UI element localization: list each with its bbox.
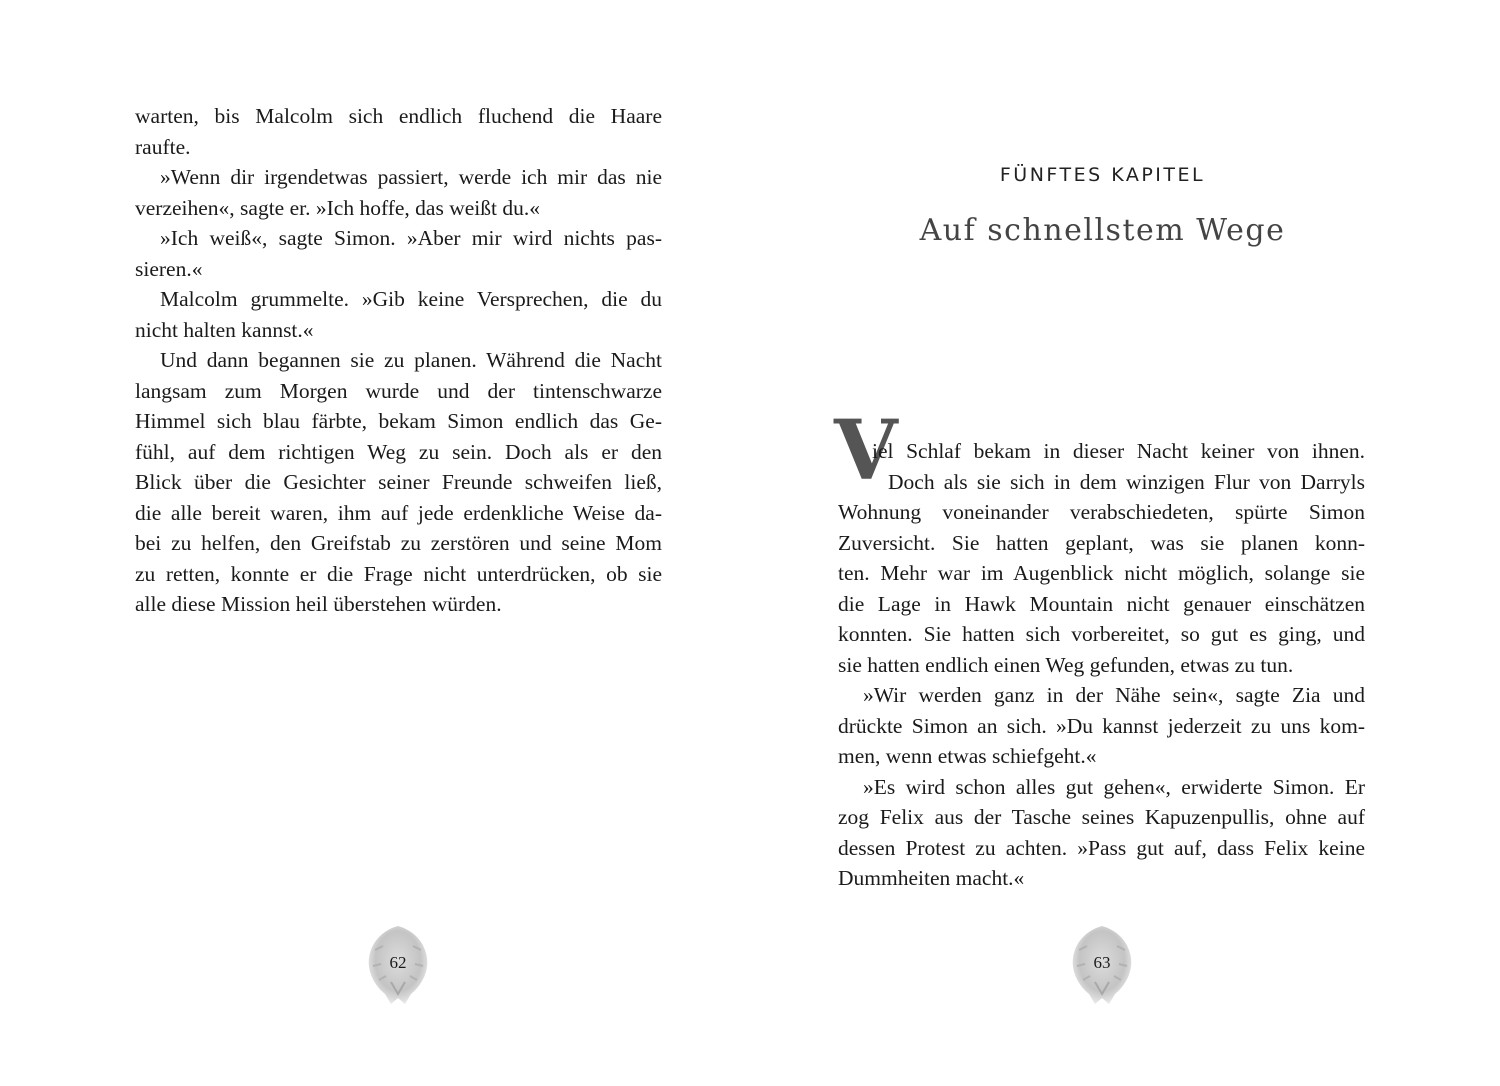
text-line: ten. Mehr war im Augenblick nicht möglich, solange sie (838, 561, 1365, 585)
text-line: sieren.« (135, 256, 203, 281)
page-number: 62 (389, 953, 407, 972)
chapter-label: FÜNFTES KAPITEL (999, 164, 1206, 186)
text-line: bei zu helfen, den Greifstab zu zerstören und seine Mom (135, 531, 662, 555)
text-line: sie hatten endlich einen Weg gefunden, etwas zu tun. (838, 652, 1294, 677)
text-line: konnten. Sie hatten sich vorbereitet, so gut es ging, und (838, 622, 1365, 646)
text-line: alle diese Mission heil überstehen würden. (135, 592, 502, 616)
text-line: verzeihen«, sagte er. »Ich hoffe, das weißt du.« (135, 195, 540, 220)
text-line: Doch als sie sich in dem winzigen Flur von Darryls (888, 469, 1365, 494)
right-page-text (838, 436, 1365, 894)
page-number: 63 (1093, 953, 1111, 972)
text-line: Malcolm grummelte. »Gib keine Versprechen, die du (160, 287, 662, 311)
text-line: men, wenn etwas schiefgeht.« (838, 744, 1097, 768)
text-line: »Wir werden ganz in der Nähe sein«, sagte Zia und (863, 683, 1365, 707)
text-line: »Es wird schon alles gut gehen«, erwiderte Simon. Er (863, 774, 1365, 799)
text-line: Himmel sich blau färbte, bekam Simon endlich das Ge- (135, 409, 662, 433)
text-line: Dummheiten macht.« (838, 866, 1025, 890)
text-line: zu retten, konnte er die Frage nicht unterdrücken, ob sie (135, 561, 662, 586)
text-line: die alle bereit waren, ihm auf jede erdenkliche Weise da- (135, 500, 662, 525)
text-line: dessen Protest zu achten. »Pass gut auf, dass Felix keine (838, 835, 1365, 860)
text-line: zog Felix aus der Tasche seines Kapuzenpullis, ohne auf (838, 805, 1365, 829)
text-line: »Wenn dir irgendetwas passiert, werde ich mir das nie (160, 165, 662, 189)
text-line: Wohnung voneinander verabschiedeten, spürte Simon (838, 500, 1365, 524)
text-line: Blick über die Gesichter seiner Freunde schweifen ließ, (135, 470, 662, 494)
drop-cap: V (834, 403, 898, 499)
chapter-title: Auf schnellstem Wege (919, 213, 1286, 248)
right-page (750, 0, 1500, 1086)
folio-right (1057, 920, 1147, 1010)
text-line: fühl, auf dem richtigen Weg zu sein. Doch als er den (135, 439, 662, 464)
text-line: iel Schlaf bekam in dieser Nacht keiner von ihnen. (872, 439, 1365, 463)
text-line: »Ich weiß«, sagte Simon. »Aber mir wird nichts pas- (160, 226, 662, 250)
text-line: warten, bis Malcolm sich endlich fluchend die Haare (135, 104, 662, 128)
text-line: langsam zum Morgen wurde und der tintenschwarze (135, 378, 662, 403)
text-line: die Lage in Hawk Mountain nicht genauer einschätzen (838, 591, 1365, 616)
folio-left (353, 920, 443, 1010)
text-line: nicht halten kannst.« (135, 317, 314, 342)
left-page-text (135, 101, 662, 620)
text-line: raufte. (135, 134, 191, 159)
text-line: Und dann begannen sie zu planen. Während die Nacht (160, 348, 662, 372)
text-line: drückte Simon an sich. »Du kannst jederzeit zu uns kom- (838, 713, 1365, 738)
text-line: Zuversicht. Sie hatten geplant, was sie planen konn- (838, 530, 1365, 555)
